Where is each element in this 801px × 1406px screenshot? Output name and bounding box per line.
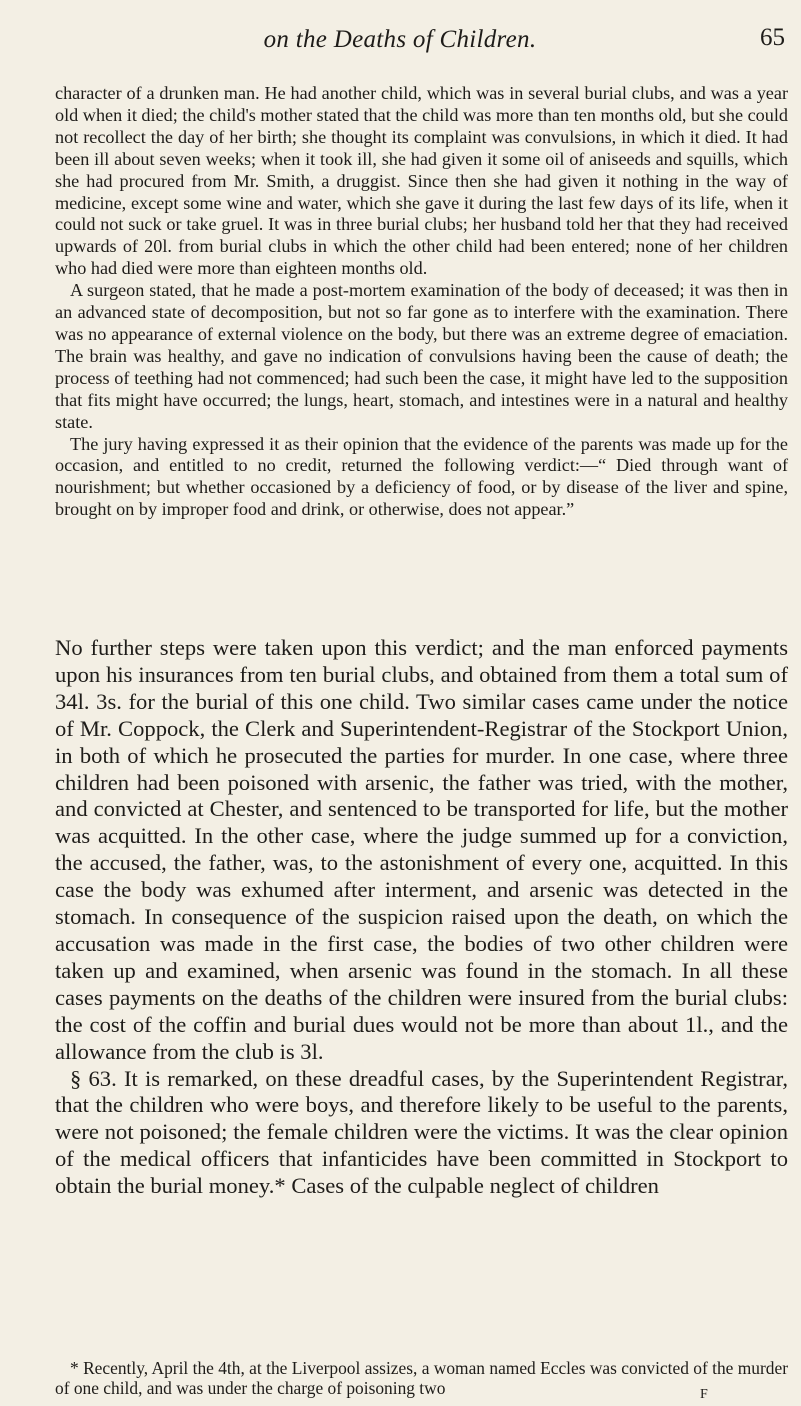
paragraph-further-steps: No further steps were taken upon this verdict; and the man enforced payments upon his insurances from ten burial clubs, and obtained from them a total sum of 34l. 3s. for the burial of this one child. Two similar cases came under the notice of Mr. Coppock, the Clerk and Superintendent-Registrar of the Stockport Union, in both of which he prosecuted the parties for murder. In one case, where three children had been poisoned with arsenic, the father was tried, with the mother, and convicted at Chester, and sentenced to be transported for life, but the mother was acquitted. In the other case, where the judge summed up for a conviction, the accused, the father, was, to the astonishment of every one, acquitted. In this case the body was exhumed after interment, and arsenic was detected in the stomach. In consequence of the suspicion raised upon the death, on which the accusation was made in the first case, the bodies of two other children were taken up and examined, when arsenic was found in the stomach. In all these cases payments on the deaths of the children were insured from the burial clubs: the cost of the coffin and burial dues would not be more than about 1l., and the allowance from the club is 3l. — [55, 635, 788, 1064]
paragraph-continued: character of a drunken man. He had another child, which was in several burial clubs, and was a year old when it died; the child's mother stated that the child was more than ten months old, but she could not recollect the day of her birth; she thought its complaint was convulsions, in which it died. It had been ill about seven weeks; when it took ill, she had given it some oil of aniseeds and squills, which she had procured from Mr. Smith, a druggist. Since then she had given it nothing in the way of medicine, except some wine and water, which she gave it during the last few days of its life, when it could not suck or take gruel. It was in three burial clubs; her husband told her that they had received upwards of 20l. from burial clubs in which the other child had been entered; none of her children who had died were more than eighteen months old. — [55, 83, 788, 279]
footnote — [55, 1359, 788, 1398]
page-number: 65 — [760, 24, 785, 51]
main-text-block — [55, 635, 788, 1200]
small-print-block — [55, 83, 788, 521]
paragraph-surgeon: A surgeon stated, that he made a post-mortem examination of the body of deceased; it was then in an advanced state of decomposition, but not so far gone as to interfere with the examination. There was no appearance of external violence on the body, but there was an extreme degree of emaciation. The brain was healthy, and gave no indication of convulsions having been the cause of death; the process of teething had not commenced; had such been the case, it might have led to the supposition that fits might have occurred; the lungs, heart, stomach, and intestines were in a natural and healthy state. — [55, 280, 788, 432]
paragraph-section-63: § 63. It is remarked, on these dreadful cases, by the Superintendent Registrar, that the children who were boys, and therefore likely to be useful to the parents, were not poisoned; the female children were the victims. It was the clear opinion of the medical officers that infanticides have been committed in Stockport to obtain the burial money.* Cases of the culpable neglect of children — [55, 1065, 788, 1199]
footnote-text: * Recently, April the 4th, at the Liverpool assizes, a woman named Eccles was convicted of the murder of one child, and was under the charge of poisoning two — [55, 1358, 788, 1398]
signature-mark: F — [700, 1387, 708, 1402]
running-title: on the Deaths of Children. — [263, 26, 537, 53]
paragraph-verdict: The jury having expressed it as their opinion that the evidence of the parents was made up for the occasion, and entitled to no credit, returned the following verdict:—“ Died through want of nourishment; but whether occasioned by a deficiency of food, or by disease of the liver and spine, brought on by improper food and drink, or otherwise, does not appear.” — [55, 433, 788, 520]
